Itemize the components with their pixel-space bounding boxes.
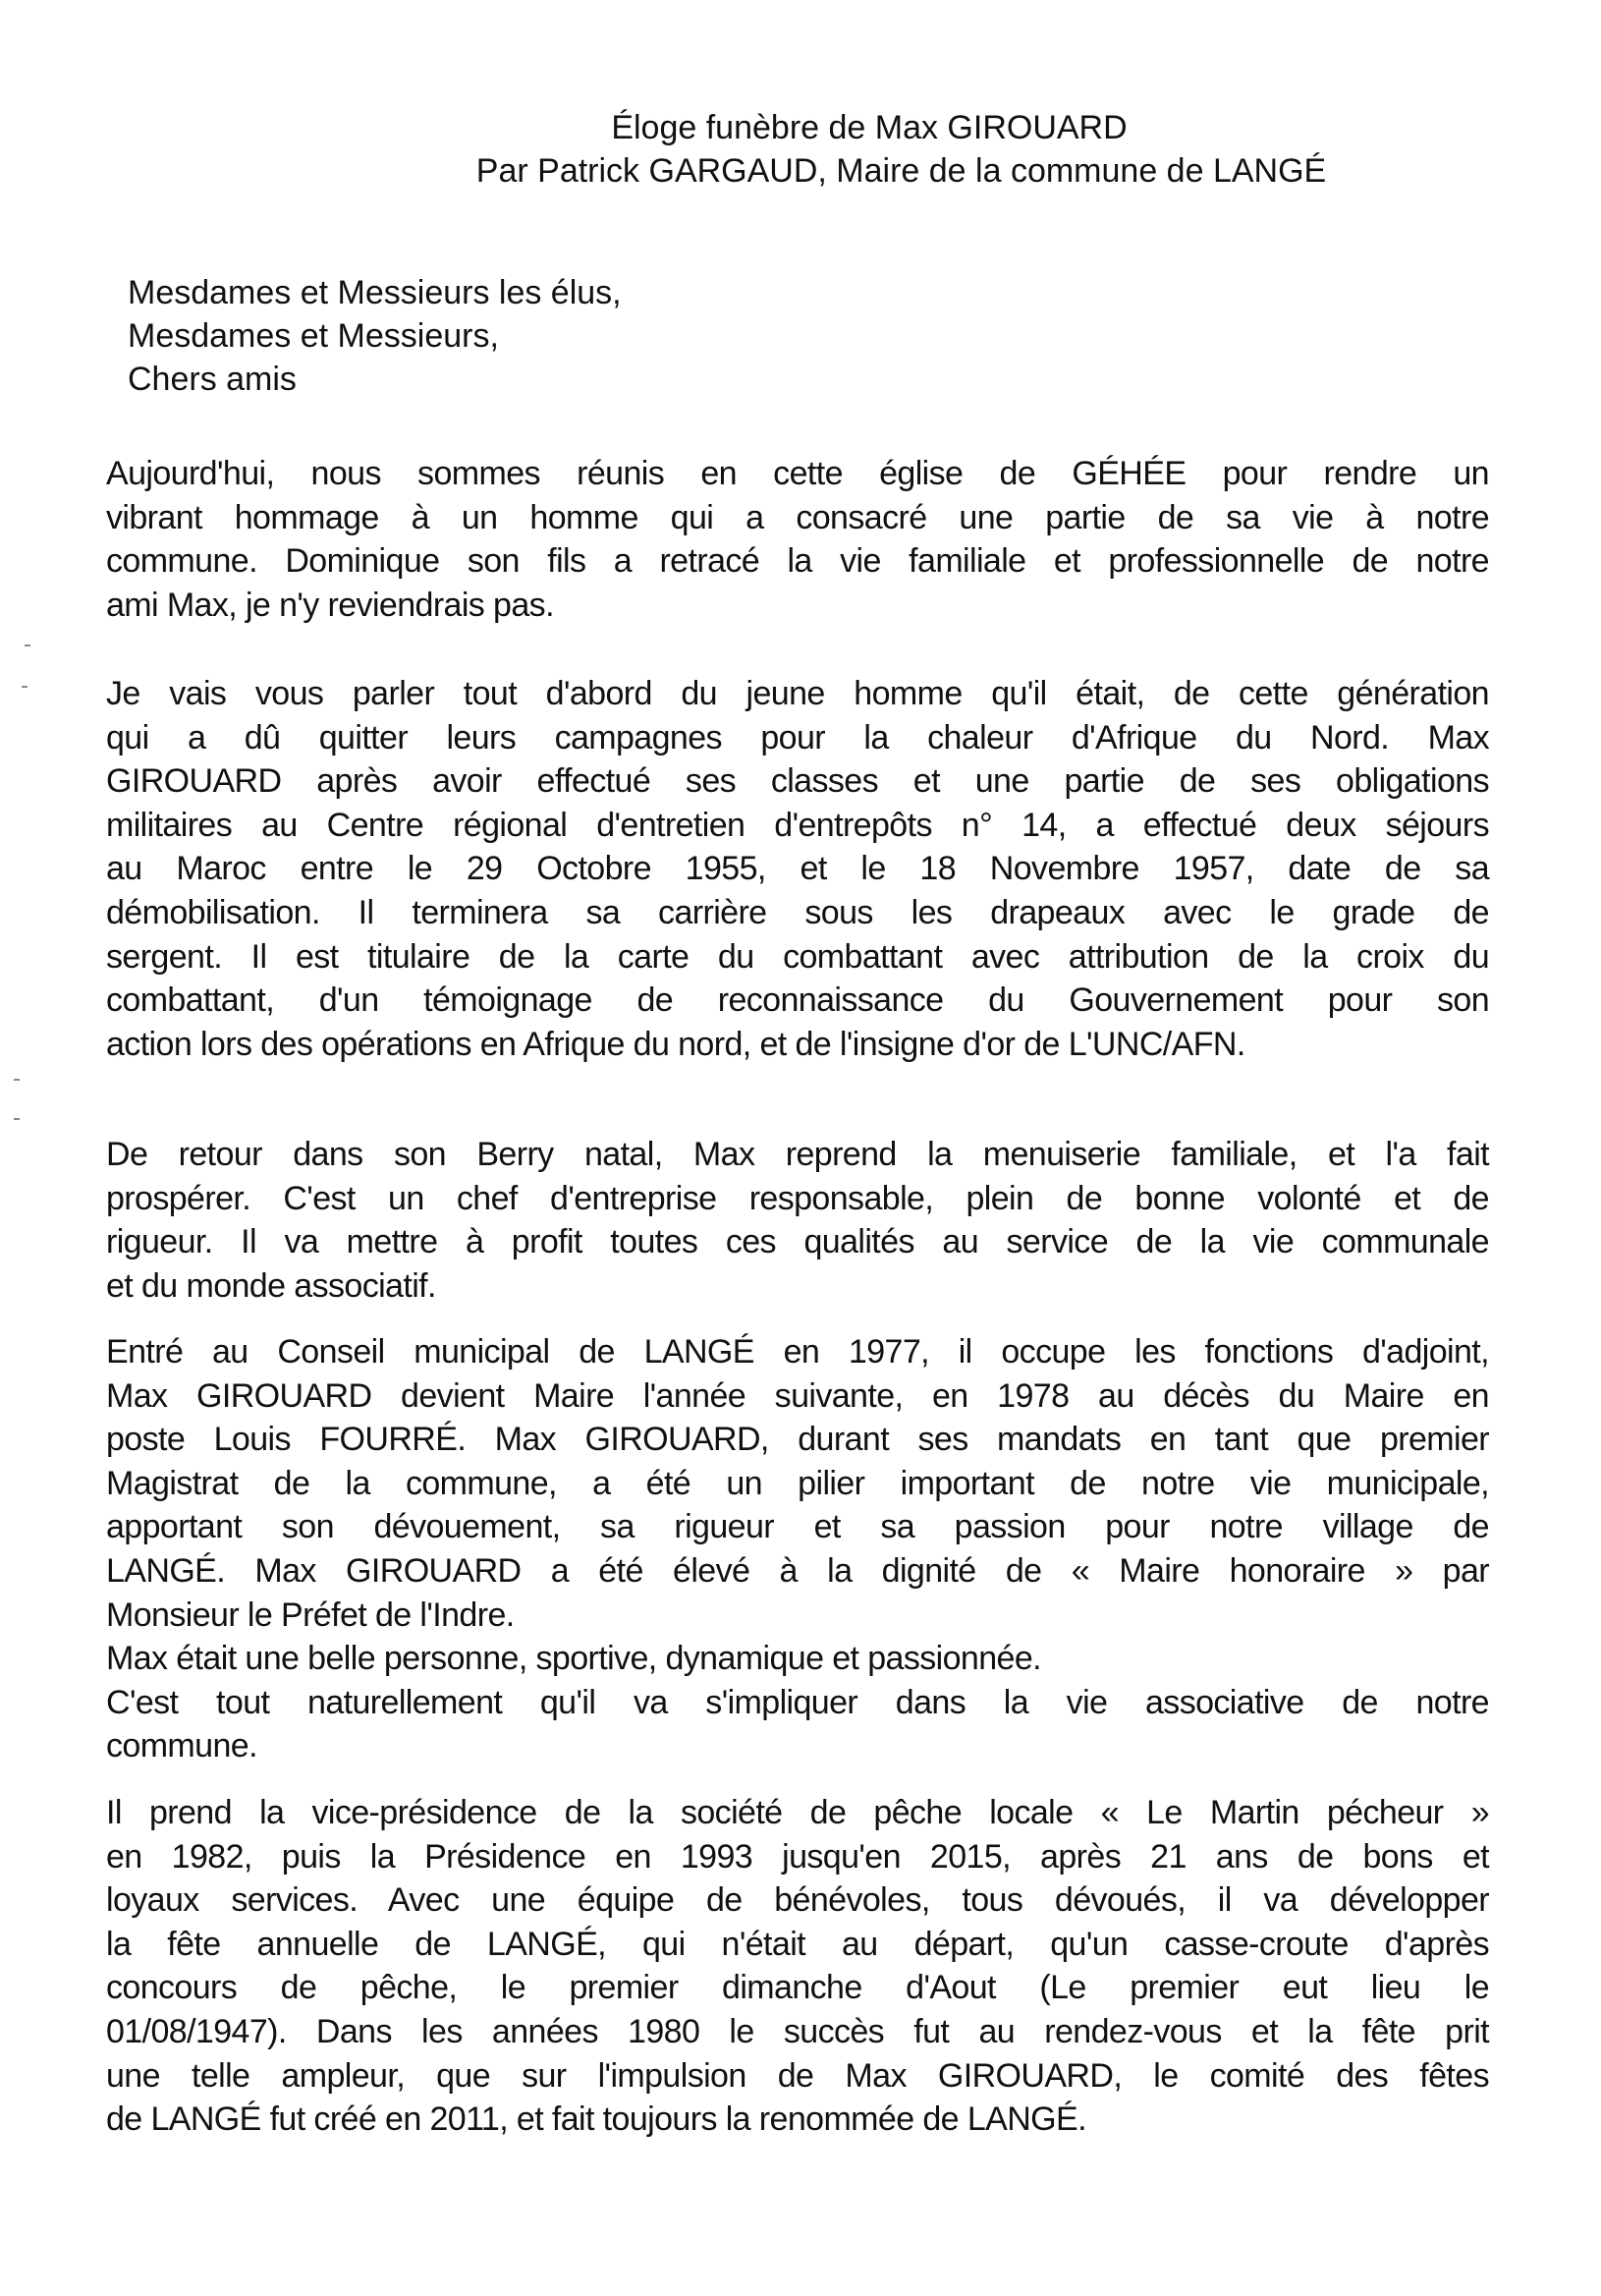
salutation-line: Chers amis — [128, 361, 297, 398]
document-subtitle: Par Patrick GARGAUD, Maire de la commune de LANGÉ — [475, 152, 1327, 190]
paragraph-line: combattant, d'un témoignage de reconnaissance du Gouvernement pour son — [106, 981, 1489, 1020]
paragraph-line: rigueur. Il va mettre à profit toutes ces qualités au service de la vie communale — [106, 1223, 1489, 1261]
paragraph-line: Magistrat de la commune, a été un pilier important de notre vie municipale, — [106, 1464, 1489, 1502]
paragraph-line: de LANGÉ fut créé en 2011, et fait toujours la renommée de LANGÉ. — [106, 2100, 1086, 2139]
paragraph-line: GIROUARD après avoir effectué ses classes et une partie de ses obligations — [106, 762, 1489, 801]
paragraph-line: Je vais vous parler tout d'abord du jeune homme qu'il était, de cette génération — [106, 675, 1489, 712]
paragraph-line: en 1982, puis la Présidence en 1993 jusqu'en 2015, après 21 ans de bons et — [106, 1837, 1489, 1876]
paragraph-line: De retour dans son Berry natal, Max reprend la menuiserie familiale, et l'a fait — [106, 1136, 1489, 1173]
paragraph-3 — [106, 1330, 1489, 1768]
paragraph-line: démobilisation. Il terminera sa carrière sous les drapeaux avec le grade de — [106, 893, 1489, 931]
paragraph-line: sergent. Il est titulaire de la carte du combattant avec attribution de la croix du — [106, 937, 1489, 976]
paragraph-line: Il prend la vice-présidence de la société de pêche locale « Le Martin pécheur » — [106, 1794, 1489, 1831]
paragraph-line: loyaux services. Avec une équipe de bénévoles, tous dévoués, il va développer — [106, 1881, 1489, 1920]
paragraph-line: vibrant hommage à un homme qui a consacré une partie de sa vie à notre — [106, 498, 1489, 536]
paragraph-line: apportant son dévouement, sa rigueur et sa passion pour notre village de — [106, 1508, 1489, 1546]
paragraph-line: commune. — [106, 1727, 257, 1765]
paragraph-line: Max était une belle personne, sportive, dynamique et passionnée. — [106, 1640, 1041, 1678]
paragraph-line: qui a dû quitter leurs campagnes pour la chaleur d'Afrique du Nord. Max — [106, 718, 1489, 756]
paragraph-line: poste Louis FOURRÉ. Max GIROUARD, durant ses mandats en tant que premier — [106, 1421, 1489, 1459]
document-title: Éloge funèbre de Max GIROUARD — [611, 109, 1128, 146]
document-header — [0, 106, 1601, 193]
paragraph-2 — [106, 1133, 1489, 1308]
paragraph-line: prospérer. C'est un chef d'entreprise responsable, plein de bonne volonté et de — [106, 1179, 1489, 1217]
scan-artifact — [25, 644, 30, 646]
salutation-line: Mesdames et Messieurs, — [128, 317, 499, 355]
salutation-line: Mesdames et Messieurs les élus, — [128, 274, 622, 311]
paragraph-0 — [106, 452, 1489, 627]
paragraph-line: Monsieur le Préfet de l'Indre. — [106, 1596, 515, 1634]
scan-artifact — [14, 1079, 20, 1081]
paragraph-line: commune. Dominique son fils a retracé la vie familiale et professionnelle de notre — [106, 542, 1489, 581]
paragraph-line: une telle ampleur, que sur l'impulsion de Max GIROUARD, le comité des fêtes — [106, 2056, 1489, 2095]
salutation — [128, 271, 622, 401]
scan-artifact — [14, 1118, 20, 1120]
paragraph-line: et du monde associatif. — [106, 1266, 436, 1305]
paragraph-line: militaires au Centre régional d'entretien d'entrepôts n° 14, a effectué deux séjours — [106, 806, 1489, 844]
paragraph-line: 01/08/1947). Dans les années 1980 le succès fut au rendez-vous et la fête prit — [106, 2012, 1489, 2050]
paragraph-line: LANGÉ. Max GIROUARD a été élevé à la dignité de « Maire honoraire » par — [106, 1551, 1489, 1590]
paragraph-line: ami Max, je n'y reviendrais pas. — [106, 586, 554, 624]
scan-artifact — [22, 686, 28, 688]
paragraph-line: la fête annuelle de LANGÉ, qui n'était au départ, qu'un casse-croute d'après — [106, 1925, 1489, 1963]
paragraph-4 — [106, 1791, 1489, 2142]
paragraph-line: Max GIROUARD devient Maire l'année suivante, en 1978 au décès du Maire en — [106, 1376, 1489, 1415]
paragraph-line: Entré au Conseil municipal de LANGÉ en 1977, il occupe les fonctions d'adjoint, — [106, 1333, 1489, 1371]
paragraph-1 — [106, 672, 1489, 1066]
paragraph-line: action lors des opérations en Afrique du nord, et de l'insigne d'or de L'UNC/AFN. — [106, 1025, 1245, 1063]
paragraph-line: concours de pêche, le premier dimanche d'Aout (Le premier eut lieu le — [106, 1969, 1489, 2007]
paragraph-line: au Maroc entre le 29 Octobre 1955, et le 18 Novembre 1957, date de sa — [106, 850, 1489, 888]
paragraph-line: C'est tout naturellement qu'il va s'impliquer dans la vie associative de notre — [106, 1683, 1489, 1721]
paragraph-line: Aujourd'hui, nous sommes réunis en cette église de GÉHÉE pour rendre un — [106, 455, 1489, 492]
